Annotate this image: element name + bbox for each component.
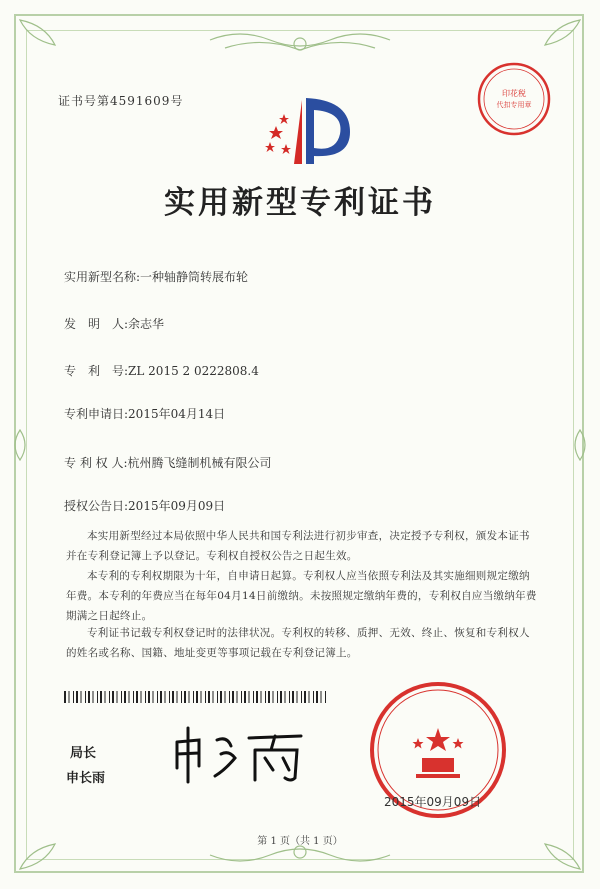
barcode-bar — [97, 691, 98, 703]
barcode-bar — [301, 691, 302, 703]
field-value: ZL 2015 2 0222808.4 — [128, 364, 259, 378]
barcode-bar — [268, 691, 270, 703]
field-value: 杭州腾飞缝制机械有限公司 — [127, 456, 272, 470]
barcode-bar — [273, 691, 274, 703]
barcode-bar — [249, 691, 250, 703]
director-title: 局长 — [70, 746, 97, 761]
barcode-bar — [297, 691, 298, 703]
barcode-bar — [145, 691, 146, 703]
barcode-bar — [229, 691, 230, 703]
barcode-bar — [321, 691, 322, 703]
barcode-bar — [112, 691, 114, 703]
barcode-bar — [201, 691, 202, 703]
field-value: 余志华 — [128, 317, 165, 331]
field-value: 一种轴静筒转展布轮 — [140, 270, 249, 284]
barcode-bar — [304, 691, 306, 703]
barcode-bar — [81, 691, 82, 703]
barcode-bar — [165, 691, 166, 703]
barcode-bar — [205, 691, 206, 703]
barcode-bar — [285, 691, 286, 703]
barcode-bar — [241, 691, 242, 703]
field-label: 发 明 人: — [64, 317, 129, 331]
barcode-bar — [213, 691, 214, 703]
barcode-bar — [237, 691, 238, 703]
barcode-bar — [160, 691, 162, 703]
field-label: 专 利 权 人: — [64, 456, 128, 470]
barcode-bar — [277, 691, 278, 703]
barcode-bar — [169, 691, 170, 703]
paragraph-term: 本专利的专利权期限为十年，自申请日起算。专利权人应当依照专利法及其实施细则规定缴纳年费。本专利的年费应当在每年04月14日前缴纳。未按照规定缴纳年费的，专利权自应当缴纳年费期满之日起终止。 — [66, 570, 537, 622]
barcode-bar — [148, 691, 150, 703]
field-label: 专 利 号: — [64, 364, 129, 378]
page-number: 第 1 页（共 1 页） — [257, 836, 343, 847]
barcode-bar — [292, 691, 294, 703]
tax-seal-inner-line2: 代扣专用章 — [496, 101, 532, 109]
barcode-bar — [289, 691, 290, 703]
barcode-bar — [225, 691, 226, 703]
barcode-bar — [129, 691, 130, 703]
barcode-bar — [133, 691, 134, 703]
barcode-bar — [217, 691, 218, 703]
barcode-bar — [193, 691, 194, 703]
barcode-bar — [85, 691, 86, 703]
barcode-bar — [141, 691, 142, 703]
barcode — [64, 691, 326, 703]
patent-office-logo — [258, 92, 358, 172]
barcode-bar — [93, 691, 94, 703]
barcode-bar — [124, 691, 126, 703]
barcode-bar — [253, 691, 254, 703]
barcode-bar — [105, 691, 106, 703]
barcode-bar — [220, 691, 222, 703]
barcode-bar — [232, 691, 234, 703]
barcode-bar — [136, 691, 138, 703]
field-inventor — [64, 315, 164, 332]
director-name: 申长雨 — [66, 771, 106, 786]
field-label: 授权公告日: — [64, 499, 129, 513]
barcode-bar — [73, 691, 74, 703]
barcode-bar — [208, 691, 210, 703]
barcode-bar — [121, 691, 122, 703]
barcode-bar — [100, 691, 102, 703]
field-utility-model-name — [64, 268, 248, 285]
field-label: 专利申请日: — [64, 407, 129, 421]
barcode-bar — [189, 691, 190, 703]
field-value: 2015年09月09日 — [128, 499, 226, 513]
director-signature — [165, 720, 315, 790]
barcode-bar — [196, 691, 198, 703]
barcode-bar — [109, 691, 110, 703]
field-application-date — [64, 405, 225, 422]
barcode-bar — [265, 691, 266, 703]
field-label: 实用新型名称: — [64, 270, 141, 284]
barcode-bar — [325, 691, 326, 703]
barcode-bar — [117, 691, 118, 703]
certificate-number: 证书号第4591609号 — [58, 94, 184, 108]
barcode-bar — [244, 691, 246, 703]
field-grant-date — [64, 497, 225, 514]
seal-date: 2015年09月09日 — [384, 795, 482, 809]
barcode-bar — [280, 691, 282, 703]
barcode-bar — [313, 691, 314, 703]
certificate-title: 实用新型专利证书 — [164, 185, 436, 221]
field-value: 2015年04月14日 — [128, 407, 226, 421]
barcode-bar — [172, 691, 174, 703]
barcode-bar — [76, 691, 78, 703]
barcode-bar — [256, 691, 258, 703]
paragraph-legal-status: 专利证书记载专利权登记时的法律状况。专利权的转移、质押、无效、终止、恢复和专利权人的姓名或名称、国籍、地址变更等事项记载在专利登记簿上。 — [66, 627, 530, 659]
tax-seal-inner-line1: 印花税 — [502, 89, 526, 98]
barcode-bar — [261, 691, 262, 703]
barcode-bar — [88, 691, 90, 703]
barcode-bar — [69, 691, 70, 703]
barcode-bar — [153, 691, 154, 703]
barcode-bar — [184, 691, 186, 703]
field-patent-number — [64, 362, 259, 379]
barcode-bar — [316, 691, 318, 703]
barcode-bar — [181, 691, 182, 703]
barcode-bar — [177, 691, 178, 703]
tax-seal — [475, 60, 553, 138]
barcode-bar — [309, 691, 310, 703]
barcode-bar — [64, 691, 66, 703]
barcode-bar — [157, 691, 158, 703]
paragraph-grant: 本实用新型经过本局依照中华人民共和国专利法进行初步审查，决定授予专利权，颁发本证书并在专利登记簿上予以登记。专利权自授权公告之日起生效。 — [66, 530, 530, 562]
field-patentee — [64, 454, 272, 471]
